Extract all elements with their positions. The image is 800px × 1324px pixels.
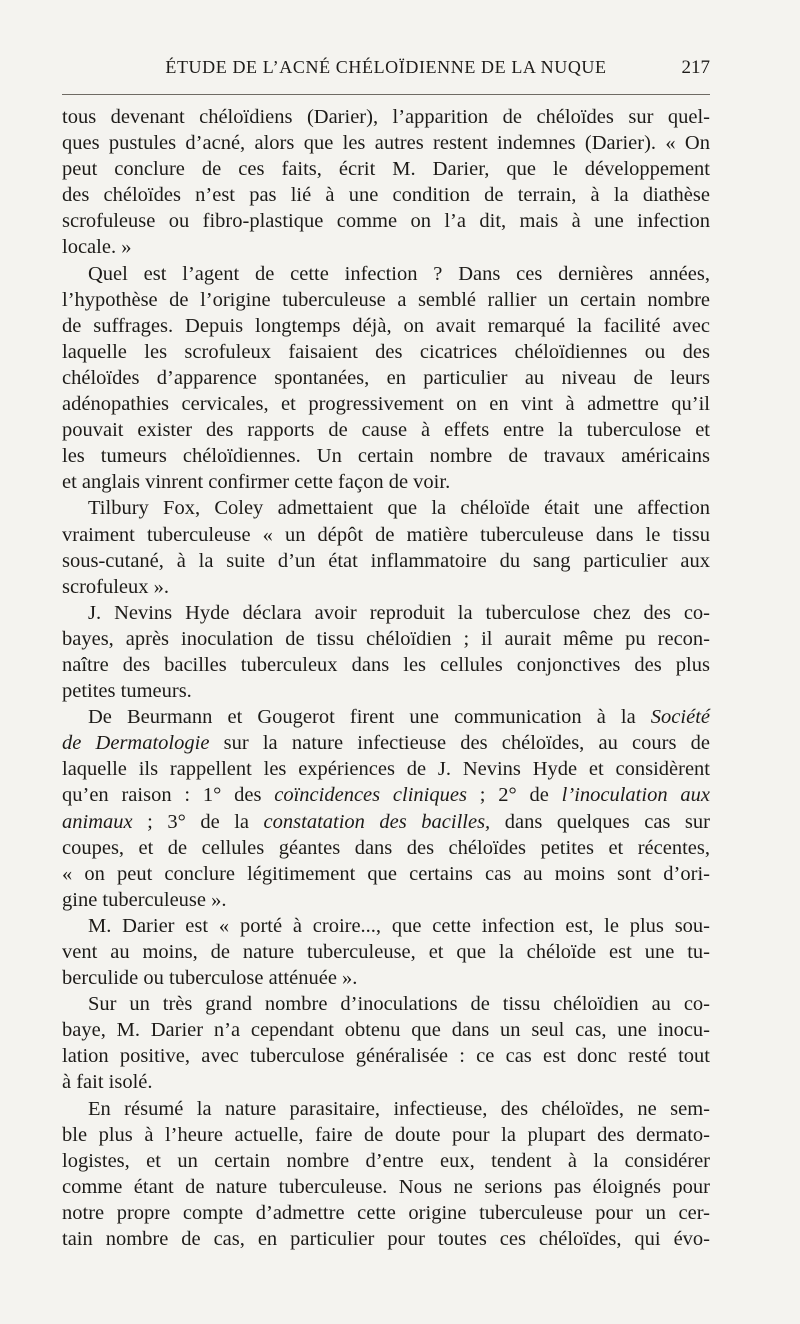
text-segment: laquelle ils rappellent les expériences de J. Nevins Hyde et considèrent xyxy=(62,758,710,781)
text-segment: J. Nevins Hyde déclara avoir reproduit la tuberculose chez des co- xyxy=(88,601,710,624)
text-line xyxy=(62,1043,710,1069)
text-line xyxy=(62,861,710,887)
text-line xyxy=(62,1017,710,1043)
text-segment: pouvait exister des rapports de cause à effets entre la tuberculose et xyxy=(62,419,710,442)
text-line xyxy=(62,522,710,548)
text-line xyxy=(62,1122,710,1148)
text-segment: locale. » xyxy=(62,236,132,259)
text-line xyxy=(62,1148,710,1174)
page-number: 217 xyxy=(681,57,710,78)
text-line xyxy=(62,443,710,469)
text-line xyxy=(62,756,710,782)
text-segment: vraiment tuberculeuse « un dépôt de matière tuberculeuse dans le tissu xyxy=(62,523,710,546)
text-line xyxy=(62,626,710,652)
running-head xyxy=(62,57,710,81)
italic-text: de Dermatologie xyxy=(62,732,210,755)
text-segment: tous devenant chéloïdiens (Darier), l’apparition de chéloïdes sur quel- xyxy=(62,106,710,128)
text-line xyxy=(62,704,710,730)
text-segment: petites tumeurs. xyxy=(62,680,192,703)
text-line xyxy=(62,261,710,287)
text-line xyxy=(62,678,710,704)
text-segment: des chéloïdes n’est pas lié à une condition de terrain, à la diathèse xyxy=(62,184,710,207)
italic-text: animaux xyxy=(62,810,133,833)
text-line xyxy=(62,469,710,495)
text-line xyxy=(62,104,710,130)
text-segment: Quel est l’agent de cette infection ? Dans ces dernières années, xyxy=(88,262,710,285)
text-line xyxy=(62,600,710,626)
text-segment: lation positive, avec tuberculose généralisée : ce cas est donc resté tout xyxy=(62,1045,710,1068)
text-segment: laquelle les scrofuleux faisaient des cicatrices chéloïdiennes ou des xyxy=(62,340,710,363)
text-line xyxy=(62,782,710,808)
text-segment: En résumé la nature parasitaire, infectieuse, des chéloïdes, ne sem- xyxy=(88,1097,710,1120)
text-segment: ; 2° de xyxy=(466,784,562,807)
text-segment: Sur un très grand nombre d’inoculations de tissu chéloïdien au co- xyxy=(88,993,710,1016)
text-segment: M. Darier est « porté à croire..., que cette infection est, le plus sou- xyxy=(88,914,710,937)
text-segment: dans quelques cas sur xyxy=(490,810,710,833)
italic-text: Société xyxy=(650,706,710,729)
text-line xyxy=(62,417,710,443)
text-segment: scrofuleux ». xyxy=(62,575,170,598)
text-segment: ; 3° de la xyxy=(132,810,264,833)
text-segment: gine tuberculeuse ». xyxy=(62,888,227,911)
text-line xyxy=(62,887,710,913)
text-line xyxy=(62,495,710,521)
text-line xyxy=(62,965,710,991)
text-line xyxy=(62,365,710,391)
text-line xyxy=(62,548,710,574)
text-line xyxy=(62,939,710,965)
running-title: ÉTUDE DE L’ACNÉ CHÉLOÏDIENNE DE LA NUQUE xyxy=(165,57,607,77)
italic-text: coïncidences cliniques xyxy=(274,784,467,807)
text-segment: les tumeurs chéloïdiennes. Un certain nombre de travaux américains xyxy=(62,445,710,468)
text-line xyxy=(62,835,710,861)
text-segment: Tilbury Fox, Coley admettaient que la chéloïde était une affection xyxy=(88,497,710,520)
italic-text: l’inoculation aux xyxy=(561,784,710,807)
text-segment: de suffrages. Depuis longtemps déjà, on avait remarqué la facilité avec xyxy=(62,314,710,337)
text-segment: vent au moins, de nature tuberculeuse, et que la chéloïde est une tu- xyxy=(62,941,710,963)
text-line xyxy=(62,130,710,156)
text-line xyxy=(62,1226,710,1252)
text-line xyxy=(62,809,710,835)
body-text xyxy=(62,104,710,1252)
text-segment: qu’en raison : 1° des xyxy=(62,784,275,807)
text-segment: baye, M. Darier n’a cependant obtenu que dans un seul cas, une inocu- xyxy=(62,1019,710,1042)
text-line xyxy=(62,574,710,600)
text-segment: « on peut conclure légitimement que certains cas au moins sont d’ori- xyxy=(62,862,710,885)
text-line xyxy=(62,913,710,939)
text-line xyxy=(62,1200,710,1226)
text-segment: à fait isolé. xyxy=(62,1071,153,1094)
text-segment: scrofuleuse ou fibro-plastique comme on l’a dit, mais à une infection xyxy=(62,210,710,233)
text-segment: berculide ou tuberculose atténuée ». xyxy=(62,967,358,990)
text-line xyxy=(62,182,710,208)
text-segment: et anglais vinrent confirmer cette façon de voir. xyxy=(62,471,451,494)
text-line xyxy=(62,1096,710,1122)
text-segment: bayes, après inoculation de tissu chéloïdien ; il aurait même pu recon- xyxy=(62,627,710,650)
text-segment: ble plus à l’heure actuelle, faire de doute pour la plupart des dermato- xyxy=(62,1123,710,1146)
text-segment: logistes, et un certain nombre d’entre eux, tendent à la considérer xyxy=(62,1149,710,1172)
text-line xyxy=(62,991,710,1017)
text-segment: sur la nature infectieuse des chéloïdes, au cours de xyxy=(209,732,710,755)
text-segment: l’hypothèse de l’origine tuberculeuse a semblé rallier un certain nombre xyxy=(62,288,710,311)
text-segment: sous-cutané, à la suite d’un état inflammatoire du sang particulier aux xyxy=(62,549,710,572)
header-rule xyxy=(62,94,710,95)
text-line xyxy=(62,287,710,313)
text-line xyxy=(62,156,710,182)
text-segment: naître des bacilles tuberculeux dans les cellules conjonctives des plus xyxy=(62,653,710,676)
text-line xyxy=(62,652,710,678)
text-segment: peut conclure de ces faits, écrit M. Darier, que le développement xyxy=(62,158,710,181)
text-segment: adénopathies cervicales, et progressivement on en vint à admettre qu’il xyxy=(62,393,710,416)
italic-text: constatation des bacilles, xyxy=(263,810,491,833)
text-segment: coupes, et de cellules géantes dans des chéloïdes petites et récentes, xyxy=(62,836,710,859)
text-line xyxy=(62,234,710,260)
text-segment: notre propre compte d’admettre cette origine tuberculeuse pour un cer- xyxy=(62,1201,710,1224)
text-line xyxy=(62,313,710,339)
text-line xyxy=(62,1069,710,1095)
text-line xyxy=(62,339,710,365)
text-segment: comme étant de nature tuberculeuse. Nous ne serions pas éloignés pour xyxy=(62,1175,710,1198)
text-line xyxy=(62,391,710,417)
text-segment: ques pustules d’acné, alors que les autres restent indemnes (Darier). « On xyxy=(62,132,710,155)
text-line xyxy=(62,208,710,234)
text-line xyxy=(62,1174,710,1200)
text-segment: tain nombre de cas, en particulier pour toutes ces chéloïdes, qui évo- xyxy=(62,1228,710,1251)
text-line xyxy=(62,730,710,756)
text-segment: De Beurmann et Gougerot firent une communication à la xyxy=(88,706,651,729)
text-segment: chéloïdes d’apparence spontanées, en particulier au niveau de leurs xyxy=(62,366,710,389)
